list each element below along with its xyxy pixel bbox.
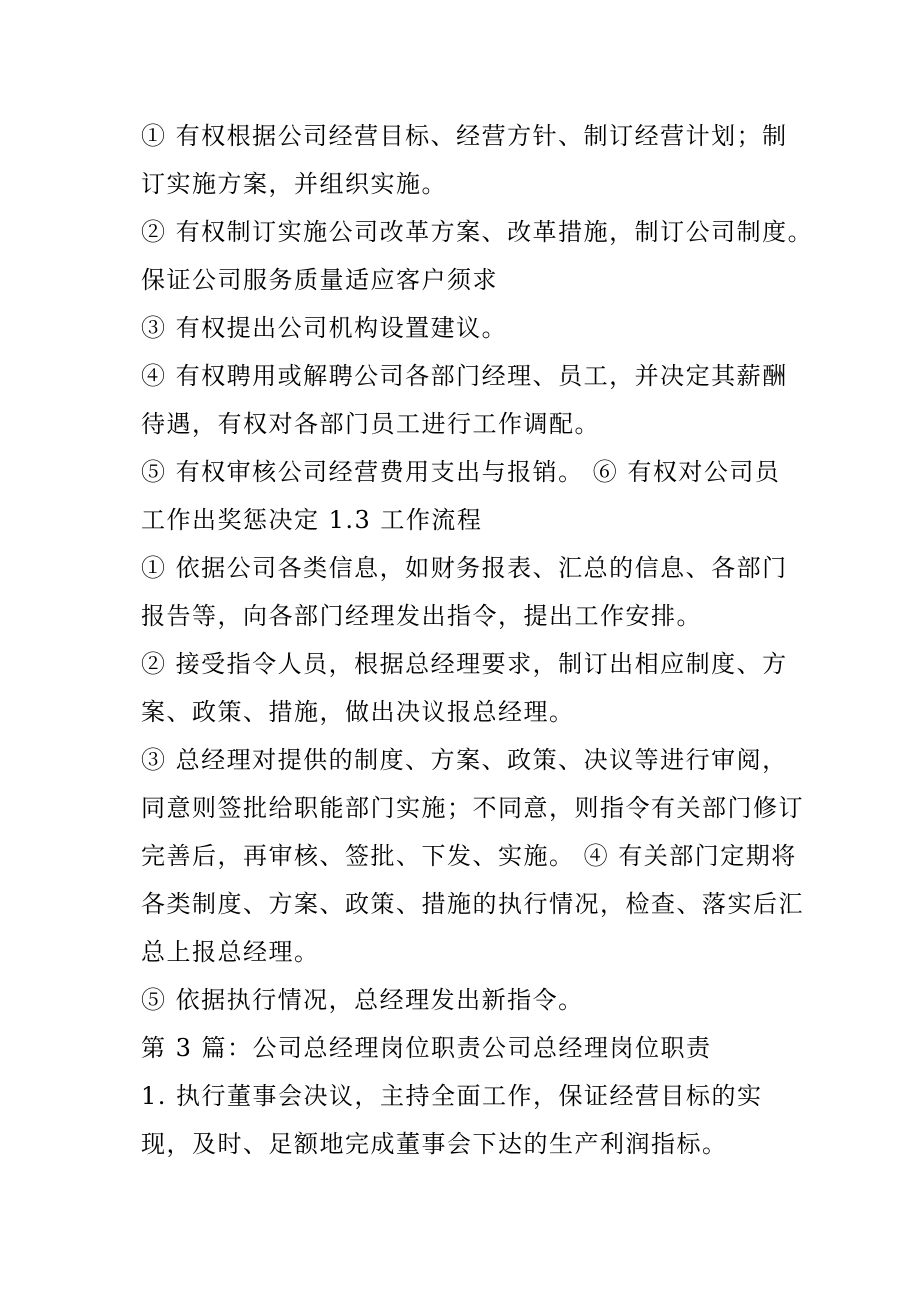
text-line: 订实施方案，并组织实施。	[141, 170, 447, 198]
section-heading: 第 3 篇：公司总经理岗位职责公司总经理岗位职责	[141, 1034, 712, 1062]
text-line: ⑤ 依据执行情况，总经理发出新指令。	[141, 986, 584, 1014]
text-line: 现，及时、足额地完成董事会下达的生产利润指标。	[141, 1130, 728, 1158]
text-line: ③ 有权提出公司机构设置建议。	[141, 314, 508, 342]
text-line: 总上报总经理。	[141, 938, 320, 966]
text-line: 案、政策、措施，做出决议报总经理。	[141, 698, 575, 726]
text-line: 完善后，再审核、签批、下发、实施。 ④ 有关部门定期将	[141, 842, 797, 870]
text-line: ① 有权根据公司经营目标、经营方针、制订经营计划；制	[141, 122, 788, 150]
text-line: 报告等，向各部门经理发出指令，提出工作安排。	[141, 602, 702, 630]
text-line: 各类制度、方案、政策、措施的执行情况，检查、落实后汇	[141, 890, 804, 918]
text-line: ③ 总经理对提供的制度、方案、政策、决议等进行审阅，	[141, 746, 788, 774]
text-line: ④ 有权聘用或解聘公司各部门经理、员工，并决定其薪酬	[141, 362, 788, 390]
text-line: 同意则签批给职能部门实施；不同意，则指令有关部门修订	[141, 794, 804, 822]
text-line: 工作出奖惩决定 1.3 工作流程	[141, 506, 483, 534]
text-line: ② 有权制订实施公司改革方案、改革措施，制订公司制度。	[141, 218, 814, 246]
text-line: 1. 执行董事会决议，主持全面工作，保证经营目标的实	[141, 1082, 763, 1110]
text-line: ⑤ 有权审核公司经营费用支出与报销。 ⑥ 有权对公司员	[141, 458, 781, 486]
text-line: 待遇，有权对各部门员工进行工作调配。	[141, 410, 600, 438]
text-line: ① 依据公司各类信息，如财务报表、汇总的信息、各部门	[141, 554, 788, 582]
text-line: ② 接受指令人员，根据总经理要求，制订出相应制度、方	[141, 650, 788, 678]
text-line: 保证公司服务质量适应客户须求	[141, 266, 498, 294]
